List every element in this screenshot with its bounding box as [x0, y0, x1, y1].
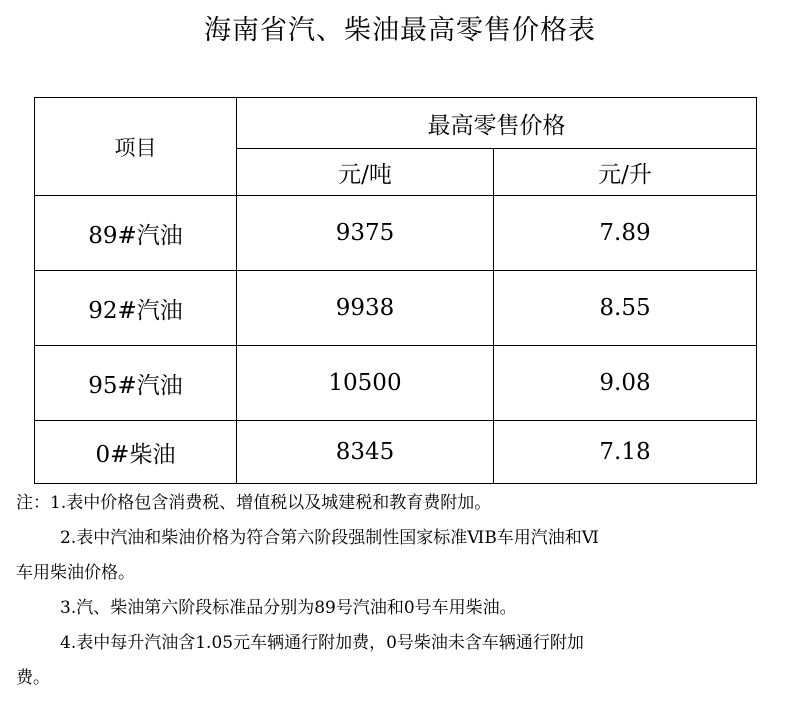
table-row [35, 271, 757, 346]
row-item-95: 95#汽油 [35, 346, 237, 421]
note-1: 注：1.表中价格包含消费税、增值税以及城建税和教育费附加。 [16, 493, 492, 513]
row-price-liter-89: 7.89 [494, 196, 757, 271]
row-price-liter-95: 9.08 [494, 346, 757, 421]
row-price-liter-0-diesel: 7.18 [494, 421, 757, 484]
note-4-line-1: 4.表中每升汽油含1.05元车辆通行附加费，0号柴油未含车辆通行附加 [60, 633, 584, 653]
header-unit-per-liter: 元/升 [494, 149, 757, 196]
row-price-ton-95: 10500 [237, 346, 494, 421]
row-item-89: 89#汽油 [35, 196, 237, 271]
note-3: 3.汽、柴油第六阶段标准品分别为89号汽油和0号车用柴油。 [60, 598, 517, 618]
note-2-line-2: 车用柴油价格。 [16, 563, 135, 583]
header-max-retail-price: 最高零售价格 [237, 98, 757, 149]
note-4-line-2: 费。 [16, 668, 50, 688]
header-unit-per-ton: 元/吨 [237, 149, 494, 196]
note-2-line-1: 2.表中汽油和柴油价格为符合第六阶段强制性国家标准ⅥB车用汽油和Ⅵ [60, 528, 599, 548]
row-item-92: 92#汽油 [35, 271, 237, 346]
row-price-ton-92: 9938 [237, 271, 494, 346]
row-item-0-diesel: 0#柴油 [35, 421, 237, 484]
header-item: 项目 [35, 98, 237, 196]
table-row [35, 346, 757, 421]
row-price-ton-0-diesel: 8345 [237, 421, 494, 484]
row-price-ton-89: 9375 [237, 196, 494, 271]
table-row [35, 196, 757, 271]
row-price-liter-92: 8.55 [494, 271, 757, 346]
table-header-row [35, 98, 757, 149]
page-title: 海南省汽、柴油最高零售价格表 [204, 15, 596, 46]
price-table [34, 97, 757, 484]
notes [16, 486, 786, 696]
table-row [35, 421, 757, 484]
